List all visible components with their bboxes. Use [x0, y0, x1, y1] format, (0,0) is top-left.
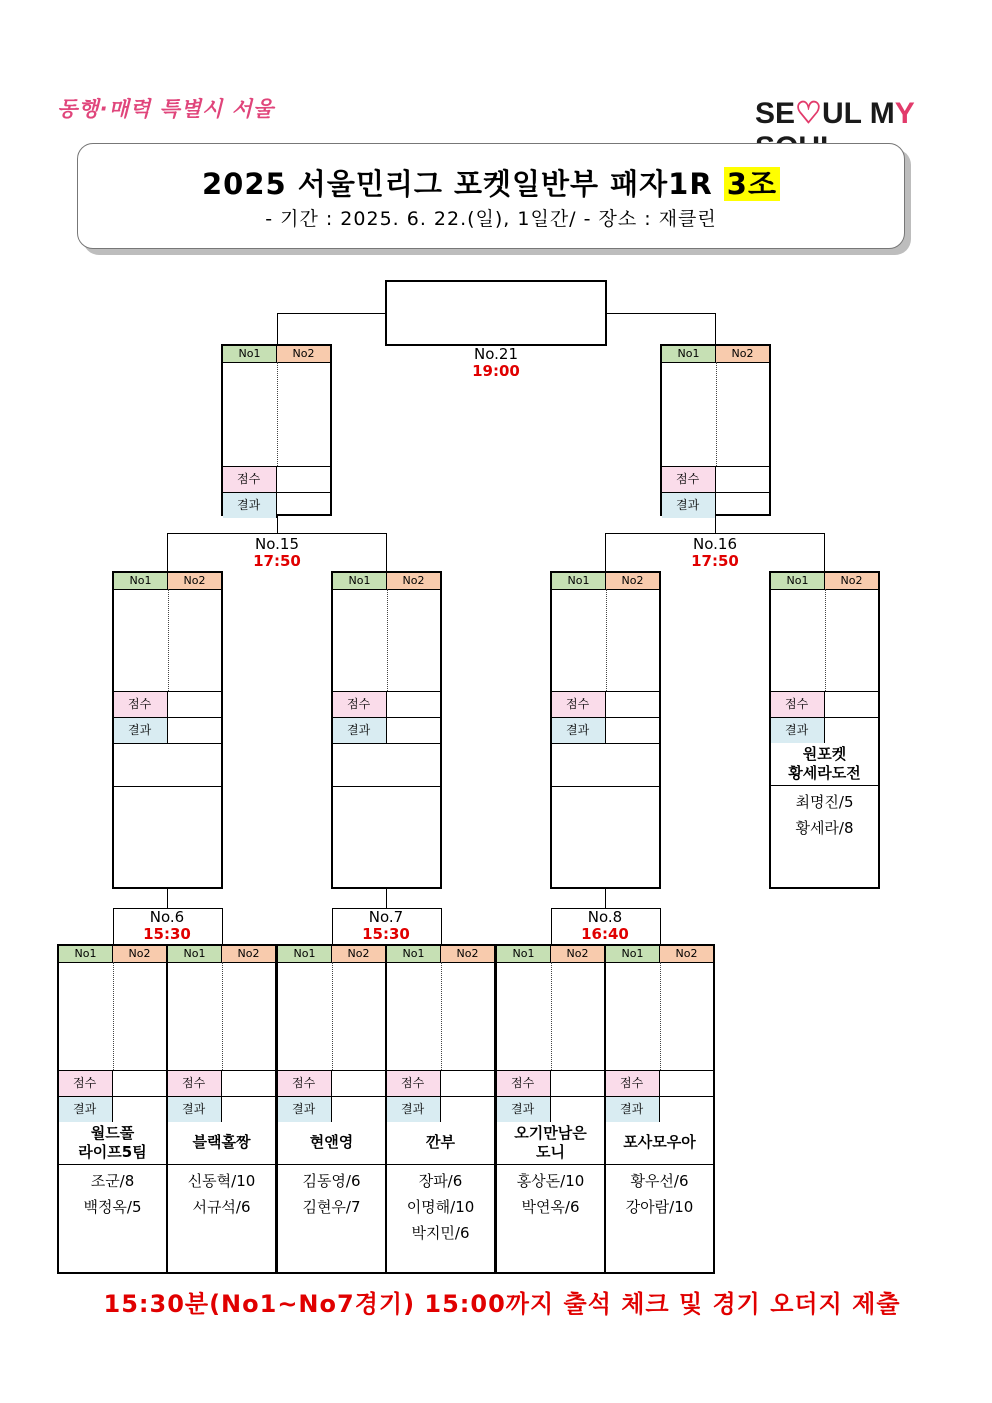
player-entry: 황세라/8	[795, 819, 854, 837]
card-header	[168, 946, 275, 963]
result-label: 결과	[223, 493, 277, 518]
score-label: 점수	[333, 692, 387, 717]
no1-label: No1	[223, 346, 277, 362]
empty-row-line	[333, 743, 440, 744]
column-divider	[113, 962, 114, 1070]
no2-label: No2	[332, 946, 385, 962]
result-row	[662, 492, 769, 518]
team-name-line1: 블랙홀짱	[192, 1133, 251, 1151]
score-label: 점수	[662, 467, 716, 492]
card-header	[606, 946, 713, 963]
result-label: 결과	[497, 1097, 551, 1122]
page-title	[77, 162, 905, 203]
match-time: 16:40	[581, 925, 629, 943]
result-row	[168, 1096, 275, 1122]
card-header	[114, 573, 221, 590]
result-input[interactable]	[825, 718, 878, 743]
score-label: 점수	[59, 1071, 113, 1096]
match-card-no15-right	[331, 571, 442, 889]
team-separator	[387, 1164, 494, 1165]
team-separator	[606, 1164, 713, 1165]
connector-line	[603, 313, 715, 314]
no1-label: No1	[606, 946, 660, 962]
player-entry: 최명진/5	[795, 793, 854, 811]
connector-line	[605, 533, 824, 534]
result-label: 결과	[662, 493, 716, 518]
player-entry: 조군/8	[90, 1172, 135, 1190]
score-row	[59, 1070, 166, 1096]
event-info: - 기간 : 2025. 6. 22.(일), 1일간/ - 장소 : 재클린	[265, 208, 717, 230]
score-row	[387, 1070, 494, 1096]
match-label-m15	[217, 536, 337, 570]
team-name	[278, 1133, 385, 1152]
match-label-m16	[655, 536, 775, 570]
result-input[interactable]	[606, 718, 659, 743]
team-name	[771, 745, 878, 783]
team-name	[168, 1133, 275, 1152]
column-divider	[825, 589, 826, 691]
team-name-line2: 황세라도전	[788, 764, 861, 782]
score-row	[552, 691, 659, 717]
match-card-no15-left	[112, 571, 223, 889]
result-label: 결과	[333, 718, 387, 743]
seoul-slogan-logo: 동행·매력 특별시 서울	[57, 97, 275, 121]
card-header	[771, 573, 878, 590]
result-label: 결과	[114, 718, 168, 743]
score-row	[223, 466, 330, 492]
column-divider	[441, 962, 442, 1070]
no2-label: No2	[222, 946, 275, 962]
no1-label: No1	[387, 946, 441, 962]
no1-label: No1	[497, 946, 551, 962]
result-input[interactable]	[168, 718, 221, 743]
match-label-m8	[545, 909, 665, 943]
match-number: No.6	[149, 908, 185, 926]
no2-label: No2	[113, 946, 166, 962]
score-input[interactable]	[441, 1071, 494, 1096]
team-separator	[771, 785, 878, 786]
no2-label: No2	[441, 946, 494, 962]
team-separator	[278, 1164, 385, 1165]
empty-row-line	[552, 786, 659, 787]
match-card-final-right	[660, 344, 771, 516]
team-name-line1: 깐부	[426, 1133, 455, 1151]
score-input[interactable]	[716, 467, 769, 492]
column-divider	[387, 589, 388, 691]
no1-label: No1	[333, 573, 387, 589]
card-header	[223, 346, 330, 363]
team-name-line1: 월드풀	[90, 1124, 135, 1142]
match-time: 17:50	[691, 552, 739, 570]
score-input[interactable]	[660, 1071, 713, 1096]
score-row	[662, 466, 769, 492]
column-divider	[660, 962, 661, 1070]
team-card-4	[385, 944, 496, 1274]
no1-label: No1	[114, 573, 168, 589]
match-card-no16-left	[550, 571, 661, 889]
card-header	[662, 346, 769, 363]
connector-line	[167, 533, 386, 534]
team-card-1	[57, 944, 168, 1274]
player-entry: 황우선/6	[630, 1172, 689, 1190]
no2-label: No2	[387, 573, 440, 589]
result-input[interactable]	[222, 1097, 275, 1122]
team-card-6	[604, 944, 715, 1274]
match-number: No.21	[474, 345, 518, 363]
no2-label: No2	[168, 573, 221, 589]
no1-label: No1	[771, 573, 825, 589]
card-header	[552, 573, 659, 590]
empty-row-line	[552, 743, 659, 744]
player-entry: 홍상돈/10	[516, 1172, 585, 1190]
card-header	[59, 946, 166, 963]
match-label-m21	[436, 346, 556, 380]
score-input[interactable]	[387, 692, 440, 717]
score-row	[278, 1070, 385, 1096]
connector-line	[167, 888, 168, 908]
score-label: 점수	[771, 692, 825, 717]
match-number: No.7	[368, 908, 404, 926]
connector-line	[605, 888, 606, 908]
result-row	[771, 717, 878, 743]
score-row	[114, 691, 221, 717]
player-entry: 서규석/6	[192, 1198, 251, 1216]
score-input[interactable]	[825, 692, 878, 717]
player-entry: 김동영/6	[302, 1172, 361, 1190]
result-input[interactable]	[441, 1097, 494, 1122]
heart-icon: ♡	[795, 97, 822, 130]
match-number: No.8	[587, 908, 623, 926]
team-name-line2: 도니	[536, 1143, 565, 1161]
match-time: 19:00	[472, 362, 520, 380]
score-label: 점수	[223, 467, 277, 492]
empty-row-line	[333, 786, 440, 787]
result-input[interactable]	[332, 1097, 385, 1122]
connector-line	[277, 313, 385, 314]
player-entry: 강아람/10	[625, 1198, 694, 1216]
match-number: No.15	[255, 535, 299, 553]
score-label: 점수	[552, 692, 606, 717]
score-label: 점수	[497, 1071, 551, 1096]
score-label: 점수	[606, 1071, 660, 1096]
result-input[interactable]	[277, 493, 330, 518]
no1-label: No1	[278, 946, 332, 962]
group-badge: 3조	[724, 167, 780, 201]
team-name-line1: 포사모우아	[623, 1133, 696, 1151]
score-row	[333, 691, 440, 717]
no1-label: No1	[552, 573, 606, 589]
card-header	[497, 946, 604, 963]
team-name-line1: 오기만남은	[514, 1124, 587, 1142]
result-label: 결과	[59, 1097, 113, 1122]
card-header	[278, 946, 385, 963]
notice-text: 15:30분(No1~No7경기) 15:00까지 출석 체크 및 경기 오더지 제출	[103, 1290, 901, 1318]
player-entry: 장파/6	[418, 1172, 463, 1190]
no2-label: No2	[716, 346, 769, 362]
result-input[interactable]	[716, 493, 769, 518]
column-divider	[551, 962, 552, 1070]
logo-text-y: Y	[894, 97, 915, 130]
score-row	[168, 1070, 275, 1096]
team-name-line1: 현앤영	[309, 1133, 354, 1151]
team-card-5	[495, 944, 606, 1274]
team-name	[606, 1133, 713, 1152]
score-input[interactable]	[606, 692, 659, 717]
connector-line	[386, 533, 387, 572]
score-input[interactable]	[113, 1071, 166, 1096]
result-label: 결과	[771, 718, 825, 743]
result-label: 결과	[168, 1097, 222, 1122]
team-name-line1: 원포켓	[802, 745, 847, 763]
result-row	[497, 1096, 604, 1122]
no2-label: No2	[277, 346, 330, 362]
column-divider	[332, 962, 333, 1070]
logo-text-a: SE	[755, 97, 796, 130]
result-label: 결과	[606, 1097, 660, 1122]
team-card-2	[166, 944, 277, 1274]
column-divider	[716, 362, 717, 466]
match-time: 15:30	[362, 925, 410, 943]
no1-label: No1	[168, 946, 222, 962]
score-label: 점수	[387, 1071, 441, 1096]
column-divider	[606, 589, 607, 691]
score-label: 점수	[114, 692, 168, 717]
result-input[interactable]	[113, 1097, 166, 1122]
result-row	[59, 1096, 166, 1122]
team-name	[387, 1133, 494, 1152]
match-time: 15:30	[143, 925, 191, 943]
title-text: 2025 서울민리그 포켓일반부 패자1R	[202, 167, 713, 201]
connector-line	[386, 888, 387, 908]
match-card-final-left	[221, 344, 332, 516]
score-row	[497, 1070, 604, 1096]
no1-label: No1	[662, 346, 716, 362]
team-name	[497, 1124, 604, 1162]
no2-label: No2	[660, 946, 713, 962]
result-input[interactable]	[660, 1097, 713, 1122]
result-row	[278, 1096, 385, 1122]
result-input[interactable]	[551, 1097, 604, 1122]
connector-line	[605, 533, 606, 572]
result-row	[387, 1096, 494, 1122]
player-entry: 김현우/7	[302, 1198, 361, 1216]
card-header	[333, 573, 440, 590]
player-entry: 박지민/6	[411, 1224, 470, 1242]
score-input[interactable]	[277, 467, 330, 492]
column-divider	[222, 962, 223, 1070]
result-input[interactable]	[387, 718, 440, 743]
connector-line	[715, 313, 716, 344]
match-label-m7	[326, 909, 446, 943]
team-card-3	[276, 944, 387, 1274]
match-label-m6	[107, 909, 227, 943]
score-input[interactable]	[222, 1071, 275, 1096]
score-input[interactable]	[332, 1071, 385, 1096]
score-input[interactable]	[168, 692, 221, 717]
result-row	[114, 717, 221, 743]
card-header	[387, 946, 494, 963]
score-input[interactable]	[551, 1071, 604, 1096]
result-label: 결과	[552, 718, 606, 743]
connector-line	[824, 533, 825, 572]
column-divider	[168, 589, 169, 691]
no1-label: No1	[59, 946, 113, 962]
team-separator	[168, 1164, 275, 1165]
score-label: 점수	[278, 1071, 332, 1096]
score-label: 점수	[168, 1071, 222, 1096]
player-entry: 이명해/10	[406, 1198, 475, 1216]
player-entry: 백정옥/5	[83, 1198, 142, 1216]
connector-line	[167, 533, 168, 572]
match-time: 17:50	[253, 552, 301, 570]
final-winner-box	[385, 280, 607, 346]
match-card-bye-team	[769, 571, 880, 889]
match-number: No.16	[693, 535, 737, 553]
player-entry: 박연옥/6	[521, 1198, 580, 1216]
no2-label: No2	[606, 573, 659, 589]
empty-row-line	[114, 743, 221, 744]
score-row	[606, 1070, 713, 1096]
score-row	[771, 691, 878, 717]
empty-row-line	[114, 786, 221, 787]
result-row	[223, 492, 330, 518]
team-separator	[59, 1164, 166, 1165]
connector-line	[277, 313, 278, 344]
result-label: 결과	[387, 1097, 441, 1122]
no2-label: No2	[551, 946, 604, 962]
no2-label: No2	[825, 573, 878, 589]
team-name-line2: 라이프5팀	[78, 1143, 147, 1161]
column-divider	[277, 362, 278, 466]
player-entry: 신동혁/10	[187, 1172, 256, 1190]
result-row	[606, 1096, 713, 1122]
result-label: 결과	[278, 1097, 332, 1122]
logo-text-b: UL M	[821, 97, 895, 130]
result-row	[552, 717, 659, 743]
result-row	[333, 717, 440, 743]
team-separator	[497, 1164, 604, 1165]
team-name	[59, 1124, 166, 1162]
